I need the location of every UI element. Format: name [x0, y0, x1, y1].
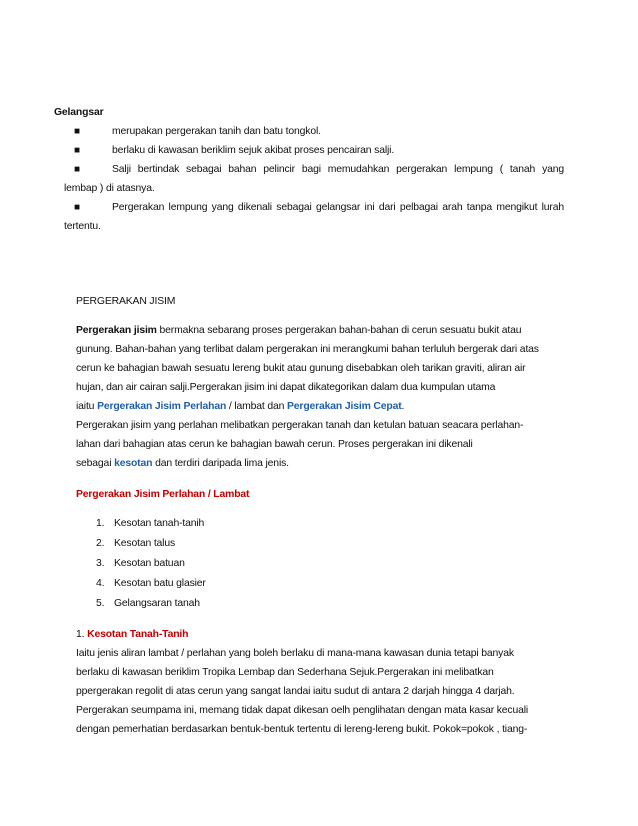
paragraph-line: Pergerakan seumpama ini, memang tidak dapat dikesan oelh penglihatan dengan mata kasar kecuali: [76, 705, 529, 716]
list-item: [96, 594, 200, 613]
paragraph-line: dengan pemerhatian berdasarkan bentuk-bentuk tertentu di lereng-lereng bukit. Pokok=pokok , tiang-: [76, 724, 528, 735]
list-label: Kesotan batuan: [114, 558, 185, 569]
paragraph-line: berlaku di kawasan beriklim Tropika Lembap dan Sederhana Sejuk.Pergerakan ini melibatkan: [76, 667, 494, 678]
subheading-number: 1.: [76, 629, 88, 640]
list-item: [96, 554, 185, 573]
list-number: 4.: [96, 578, 105, 589]
bullet-text: merupakan pergerakan tanih dan batu tongkol.: [112, 126, 321, 137]
list-item: [96, 534, 175, 553]
paragraph-line: hujan, dan air cairan salji.Pergerakan jisim ini dapat dikategorikan dalam dua kumpulan utama: [76, 382, 496, 393]
paragraph-text: .: [401, 401, 405, 412]
list-number: 2.: [96, 538, 105, 549]
paragraph-line: [76, 397, 566, 416]
list-item: [96, 514, 204, 533]
paragraph-text: iaitu: [76, 401, 98, 412]
bullet-icon: ■: [74, 145, 80, 156]
subheading-kesotan-tanah: [76, 625, 566, 644]
list-label: Kesotan tanah-tanih: [114, 518, 205, 529]
bullet-text-continuation: lembap ) di atasnya.: [64, 183, 155, 194]
paragraph-line: Pergerakan jisim yang perlahan melibatkan pergerakan tanah dan ketulan batuan seacara perlahan-: [76, 420, 524, 431]
paragraph-text: / lambat dan: [226, 401, 288, 412]
paragraph-text: sebagai: [76, 458, 115, 469]
paragraph-text: dan terdiri daripada lima jenis.: [152, 458, 289, 469]
bullet-text: Salji bertindak sebagai bahan pelincir bagi memudahkan pergerakan lempung ( tanah yang: [112, 164, 564, 175]
list-label: Gelangsaran tanah: [114, 598, 200, 609]
paragraph-line: [76, 454, 566, 473]
subheading-label: Kesotan Tanah-Tanih: [87, 629, 189, 640]
list-number: 5.: [96, 598, 105, 609]
paragraph-line: ppergerakan regolit di atas cerun yang sangat landai iaitu sudut di antara 2 darjah hingga 4 darjah.: [76, 686, 515, 697]
paragraph-line: [76, 321, 566, 340]
bullet-text: Pergerakan lempung yang dikenali sebagai gelangsar ini dari pelbagai arah tanpa mengikut lurah: [112, 202, 564, 213]
section-heading: PERGERAKAN JISIM: [76, 296, 176, 307]
paragraph-line: cerun ke bahagian bawah sesuatu lereng bukit atau gunung disebabkan oleh tarikan graviti, aliran air: [76, 363, 526, 374]
bullet-text: berlaku di kawasan beriklim sejuk akibat proses pencairan salji.: [112, 145, 395, 156]
paragraph-line: lahan dari bahagian atas cerun ke bahagian bawah cerun. Proses pergerakan ini dikenali: [76, 439, 473, 450]
term-pergerakan-jisim: Pergerakan jisim: [76, 325, 157, 336]
subheading-perlahan: Pergerakan Jisim Perlahan / Lambat: [76, 489, 250, 500]
gelangsar-title: Gelangsar: [54, 107, 104, 118]
list-number: 3.: [96, 558, 105, 569]
list-label: Kesotan talus: [114, 538, 176, 549]
bullet-text-continuation: tertentu.: [64, 221, 101, 232]
list-item: [96, 574, 206, 593]
bullet-icon: ■: [74, 126, 80, 137]
link-pergerakan-jisim-perlahan[interactable]: Pergerakan Jisim Perlahan: [97, 401, 227, 412]
bullet-icon: ■: [74, 202, 80, 213]
link-kesotan[interactable]: kesotan: [114, 458, 153, 469]
list-label: Kesotan batu glasier: [114, 578, 206, 589]
paragraph-line: gunung. Bahan-bahan yang terlibat dalam pergerakan ini merangkumi bahan terluluh bergerak dari atas: [76, 344, 539, 355]
paragraph-text: bermakna sebarang proses pergerakan bahan-bahan di cerun sesuatu bukit atau: [156, 325, 522, 336]
paragraph-line: Iaitu jenis aliran lambat / perlahan yang boleh berlaku di mana-mana kawasan dunia tetapi banyak: [76, 648, 514, 659]
list-number: 1.: [96, 518, 105, 529]
link-pergerakan-jisim-cepat[interactable]: Pergerakan Jisim Cepat: [287, 401, 402, 412]
bullet-icon: ■: [74, 164, 80, 175]
